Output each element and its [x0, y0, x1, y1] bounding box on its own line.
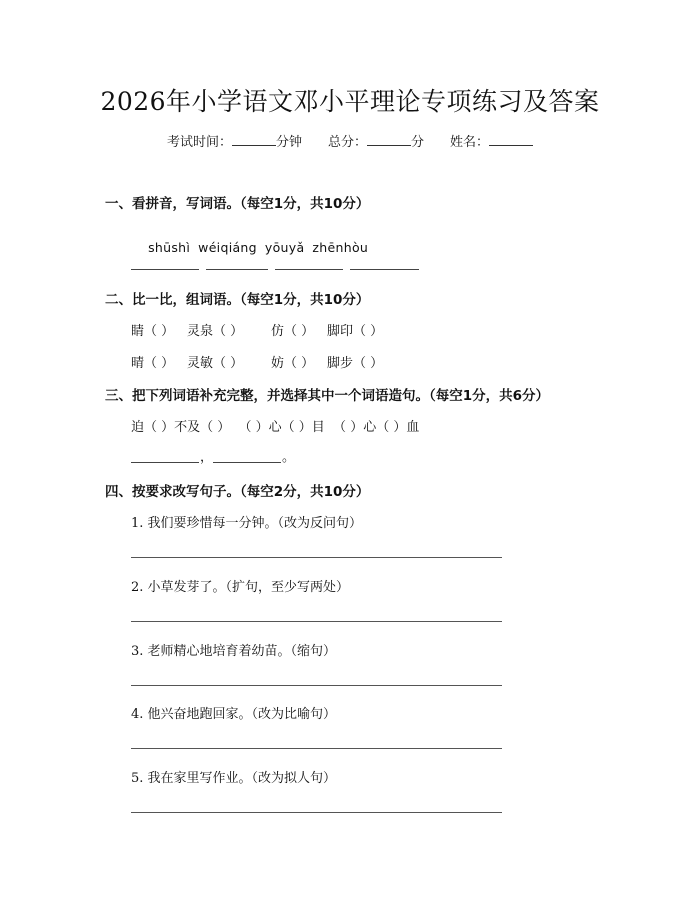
rewrite-question: 1. 我们要珍惜每一分钟。（改为反问句） — [131, 516, 363, 531]
compare-item: 脚印（ ） — [327, 324, 384, 339]
compare-row-2 — [131, 352, 383, 371]
pinyin-item: wéiqiáng — [198, 240, 257, 255]
rewrite-question: 4. 他兴奋地跑回家。（改为比喻句） — [131, 707, 337, 722]
name-label: 姓名： — [450, 135, 490, 150]
sentence-blank[interactable] — [131, 461, 199, 463]
comma: ， — [200, 450, 214, 465]
section3-heading: 三、把下列词语补充完整，并选择其中一个词语造句。（每空1分，共6分） — [105, 388, 550, 404]
rewrite-question: 2. 小草发芽了。（扩句，至少写两处） — [131, 580, 350, 595]
compare-item: 脚步（ ） — [327, 356, 384, 371]
answer-line[interactable] — [131, 556, 502, 558]
score-blank[interactable] — [367, 133, 411, 146]
answer-blank[interactable] — [275, 268, 343, 270]
answer-line[interactable] — [131, 811, 502, 813]
sentence-blank[interactable] — [213, 461, 281, 463]
answer-line[interactable] — [131, 620, 502, 622]
compare-item: 仿（ ） — [271, 324, 315, 339]
score-label: 总分： — [327, 135, 367, 150]
answer-line[interactable] — [131, 747, 502, 749]
pinyin-item: shūshì — [148, 240, 191, 255]
time-blank[interactable] — [232, 133, 276, 146]
compare-row-1 — [131, 320, 383, 339]
pinyin-row — [131, 225, 376, 270]
name-blank[interactable] — [489, 133, 533, 146]
rewrite-question: 5. 我在家里写作业。（改为拟人句） — [131, 771, 337, 786]
answer-blank[interactable] — [206, 268, 268, 270]
time-unit: 分钟 — [275, 135, 302, 150]
compare-item: 灵泉（ ） — [187, 324, 244, 339]
time-label: 考试时间： — [166, 135, 232, 150]
score-unit: 分 — [411, 135, 425, 150]
pinyin-item: zhēnhòu — [312, 240, 369, 255]
period: 。 — [282, 450, 296, 465]
section4-heading: 四、按要求改写句子。（每空2分，共10分） — [105, 484, 370, 500]
exam-info — [0, 131, 700, 150]
answer-blank[interactable] — [350, 268, 419, 270]
section2-heading: 二、比一比，组词语。（每空1分，共10分） — [105, 292, 370, 308]
answer-line[interactable] — [131, 684, 502, 686]
compare-item: 晴（ ） — [131, 356, 175, 371]
idiom-words: 迫（ ）不及（ ） （ ）心（ ）目 （ ）心（ ）血 — [131, 420, 420, 435]
compare-item: 灵敏（ ） — [187, 356, 244, 371]
pinyin-item: yōuyǎ — [264, 240, 305, 255]
page-title: 2026年小学语文邓小平理论专项练习及答案 — [100, 87, 600, 116]
compare-item: 睛（ ） — [131, 324, 175, 339]
rewrite-question: 3. 老师精心地培育着幼苗。（缩句） — [131, 644, 337, 659]
compare-item: 妨（ ） — [271, 356, 315, 371]
answer-blank[interactable] — [131, 268, 199, 270]
section1-heading: 一、看拼音，写词语。（每空1分，共10分） — [105, 196, 370, 212]
